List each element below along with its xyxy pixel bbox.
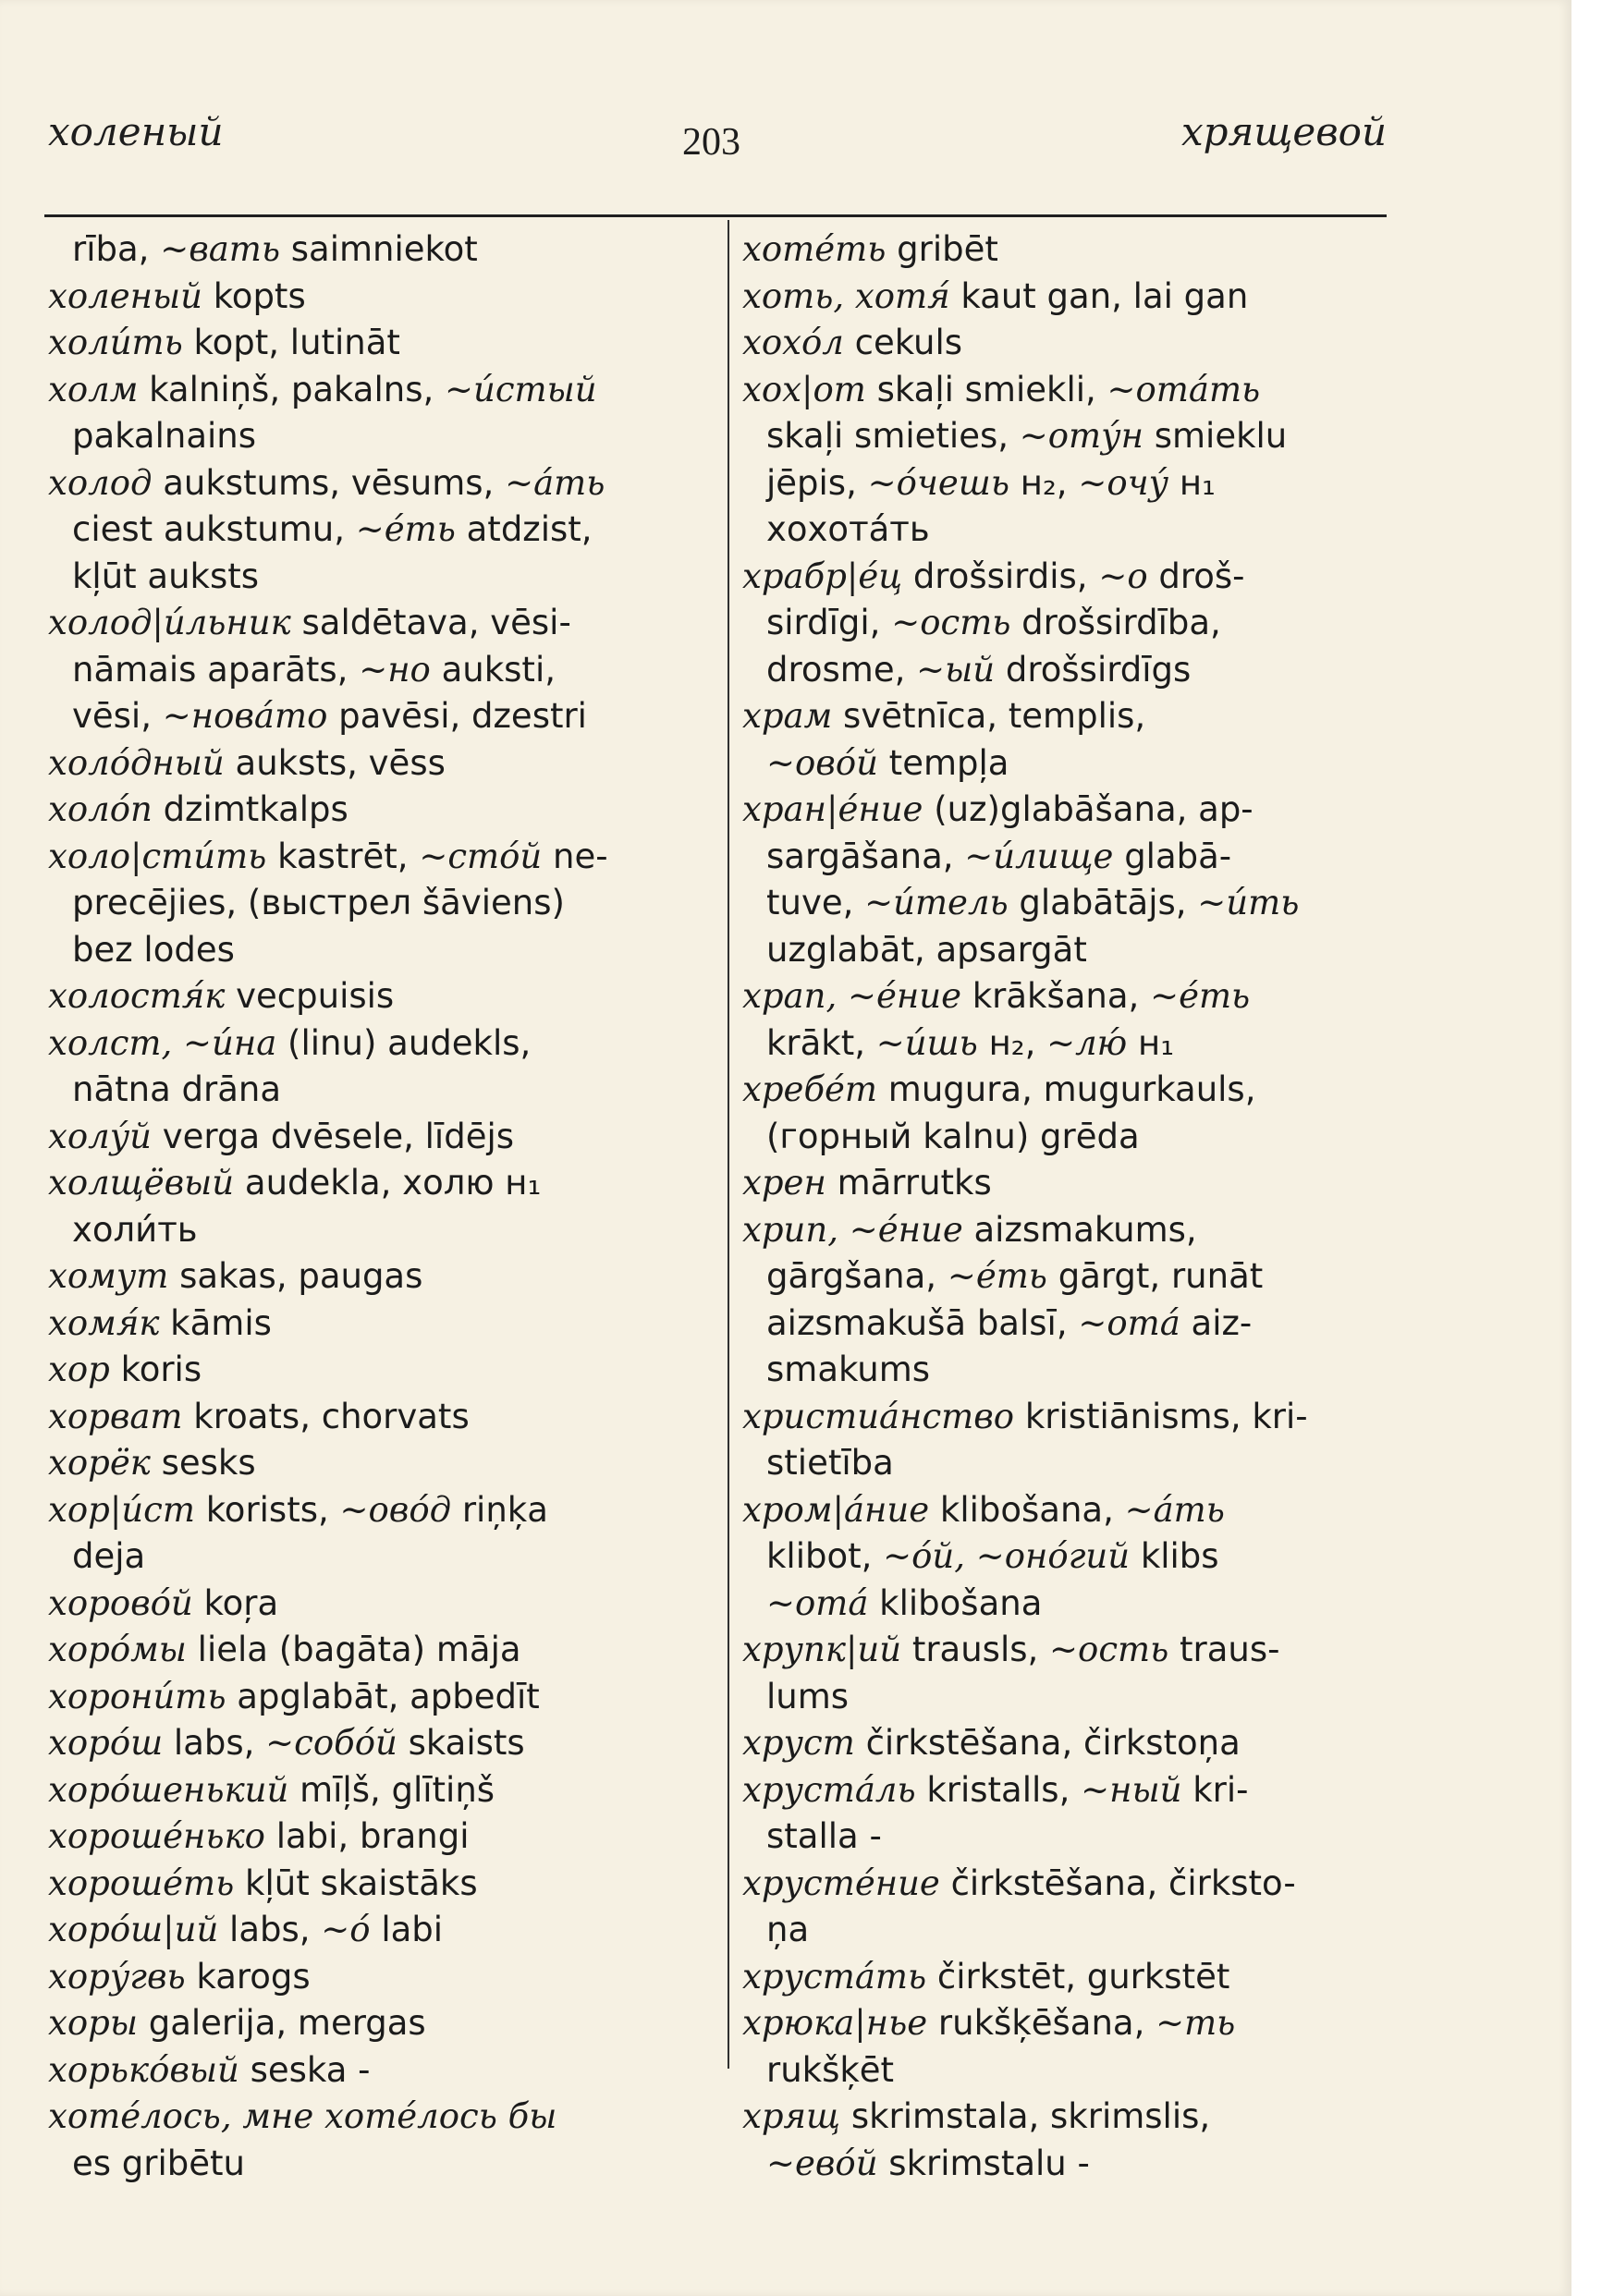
entry-line bbox=[48, 1581, 714, 1628]
entry-line bbox=[742, 460, 1408, 507]
headword-text: холу́й bbox=[48, 1116, 152, 1156]
translation-text: (uz)glabāšana, ap- bbox=[923, 789, 1253, 829]
headword-text: хром|а́ние bbox=[742, 1489, 930, 1530]
translation-text: kopts bbox=[202, 275, 306, 316]
entry-line bbox=[48, 1347, 714, 1394]
headword-text: ~ота́ bbox=[766, 1582, 869, 1623]
translation-text: tuve, bbox=[766, 883, 865, 922]
translation-text: ņa bbox=[766, 1910, 810, 1949]
entry-line bbox=[48, 1253, 714, 1301]
translation-text: koris bbox=[109, 1350, 202, 1389]
translation-text: saimniekot bbox=[280, 229, 478, 269]
translation-text: precējies, (выстрел šāviens) bbox=[72, 883, 565, 922]
entry-line bbox=[742, 647, 1408, 694]
entry-line bbox=[742, 1954, 1408, 2001]
translation-text: atdzist, bbox=[455, 509, 593, 549]
translation-text: smakums bbox=[766, 1350, 931, 1389]
entry-line bbox=[48, 274, 714, 321]
entry-line bbox=[742, 740, 1408, 788]
entry-line bbox=[742, 1533, 1408, 1581]
translation-text: н₁ bbox=[1168, 462, 1216, 503]
headword-text: ~ость bbox=[1049, 1630, 1169, 1669]
entry-line bbox=[742, 1440, 1408, 1487]
headword-text: ~собо́й bbox=[265, 1723, 397, 1763]
translation-text: klibošana bbox=[868, 1582, 1043, 1623]
headword-text: хох|от bbox=[742, 369, 866, 409]
entry-line bbox=[742, 1767, 1408, 1814]
entry-line bbox=[48, 554, 714, 601]
translation-text: karogs bbox=[185, 1956, 311, 1997]
translation-text: rukšķēt bbox=[766, 2049, 895, 2090]
entry-line bbox=[742, 693, 1408, 740]
headword-text: ~ый bbox=[916, 649, 996, 690]
header-right-guideword: хрящевой bbox=[1180, 109, 1387, 154]
headword-text: хрен bbox=[742, 1163, 826, 1203]
translation-text: stalla - bbox=[766, 1816, 882, 1856]
translation-text: riņķa bbox=[451, 1489, 548, 1530]
page-header bbox=[0, 0, 1571, 185]
entry-line bbox=[48, 1954, 714, 2001]
translation-text: aizsmakušā balsī, bbox=[766, 1302, 1079, 1343]
headword-text: хорёк bbox=[48, 1443, 151, 1483]
translation-text: vēsi, bbox=[72, 696, 163, 736]
headword-text: холщёвый bbox=[48, 1163, 235, 1203]
headword-text: ~ово́д bbox=[339, 1489, 452, 1530]
entry-line bbox=[742, 367, 1408, 414]
translation-text: krākt, bbox=[766, 1022, 876, 1063]
translation-text: gārgt, runāt bbox=[1046, 1256, 1264, 1296]
entry-line bbox=[742, 413, 1408, 460]
translation-text: apglabāt, apbedīt bbox=[226, 1676, 540, 1716]
translation-text: labs, bbox=[218, 1910, 322, 1949]
translation-text: verga dvēsele, līdējs bbox=[152, 1116, 515, 1156]
entry-line bbox=[742, 1207, 1408, 1254]
translation-text: klibot, bbox=[766, 1536, 884, 1576]
headword-text: ~и́на bbox=[183, 1022, 277, 1063]
translation-text: bez lodes bbox=[72, 929, 235, 970]
headword-text: хохо́л bbox=[742, 323, 844, 362]
translation-text: tempļa bbox=[877, 742, 1009, 783]
translation-text: saldētava, vēsi- bbox=[290, 603, 571, 642]
entry-line bbox=[742, 880, 1408, 927]
translation-text: drošsirdīgs bbox=[995, 649, 1192, 690]
translation-text: es gribētu bbox=[72, 2143, 245, 2183]
translation-text: skaists bbox=[397, 1723, 525, 1763]
entry-line bbox=[742, 1160, 1408, 1207]
entry-line bbox=[742, 1720, 1408, 1767]
entry-line bbox=[742, 2141, 1408, 2188]
translation-text: sakas, paugas bbox=[168, 1256, 423, 1296]
entry-line bbox=[742, 274, 1408, 321]
header-rule bbox=[44, 214, 1387, 217]
headword-text: ~о bbox=[1098, 556, 1148, 596]
headword-text: хрусте́ние bbox=[742, 1862, 940, 1903]
right-column bbox=[742, 226, 1408, 2187]
entry-line bbox=[48, 1720, 714, 1767]
translation-text: drošsirdis, bbox=[902, 556, 1099, 596]
translation-text: mugura, mugurkauls, bbox=[877, 1069, 1256, 1109]
headword-text: холод bbox=[48, 462, 153, 503]
entry-line bbox=[742, 1814, 1408, 1861]
headword-text: ~лю́ bbox=[1046, 1022, 1128, 1063]
translation-text: gārgšana, bbox=[766, 1256, 948, 1296]
entry-line bbox=[48, 1627, 714, 1674]
headword-text: холо|сти́ть bbox=[48, 836, 267, 876]
headword-text: холи́ть bbox=[48, 323, 183, 362]
entry-line bbox=[742, 1253, 1408, 1301]
translation-text: krākšana, bbox=[960, 976, 1151, 1016]
translation-text: н₂, bbox=[1009, 462, 1079, 503]
entry-line bbox=[48, 2094, 714, 2141]
headword-text: холо́п bbox=[48, 789, 153, 829]
headword-text: хрящ bbox=[742, 2096, 841, 2136]
entry-line bbox=[48, 2000, 714, 2047]
translation-text: хохота́ть bbox=[766, 509, 930, 549]
entry-line bbox=[48, 1487, 714, 1534]
entry-line bbox=[742, 1347, 1408, 1394]
header-left-guideword: холеный bbox=[48, 109, 224, 154]
translation-text: kri- bbox=[1181, 1769, 1249, 1810]
entry-line bbox=[48, 1207, 714, 1254]
headword-text: христиа́нство bbox=[742, 1396, 1015, 1436]
translation-text: drošsirdība, bbox=[1010, 603, 1221, 642]
headword-text: хору́гвь bbox=[48, 1956, 186, 1997]
translation-text: auksts, vēss bbox=[224, 742, 446, 783]
translation-text: kļūt skaistāks bbox=[234, 1862, 478, 1903]
headword-text: ~ево́й bbox=[766, 2143, 878, 2183]
entry-line bbox=[742, 1581, 1408, 1628]
translation-text: deja bbox=[72, 1536, 146, 1576]
translation-text: glabā- bbox=[1113, 836, 1232, 876]
translation-text: lums bbox=[766, 1676, 850, 1716]
page-number: 203 bbox=[682, 121, 740, 164]
headword-text: ~ный bbox=[1081, 1769, 1182, 1810]
headword-text: ~ть bbox=[1156, 2003, 1236, 2043]
entry-line bbox=[742, 1394, 1408, 1441]
translation-text: pakalnains bbox=[72, 416, 257, 456]
headword-text: хоро́ш bbox=[48, 1723, 164, 1763]
headword-text: хороше́нько bbox=[48, 1816, 265, 1856]
translation-text: droš- bbox=[1147, 556, 1245, 596]
translation-text: ciest aukstumu, bbox=[72, 509, 356, 549]
headword-text: ~и́шь bbox=[875, 1022, 978, 1063]
translation-text: trausls, bbox=[901, 1630, 1050, 1669]
entry-line bbox=[48, 787, 714, 834]
entry-line bbox=[48, 834, 714, 881]
headword-text: ~нова́то bbox=[162, 696, 328, 736]
headword-text: хруста́ть bbox=[742, 1956, 927, 1997]
entry-line bbox=[48, 740, 714, 788]
translation-text: nāmais aparāts, bbox=[72, 649, 360, 690]
headword-text: хоро́шенький bbox=[48, 1769, 289, 1810]
entry-line bbox=[742, 1861, 1408, 1908]
entry-line bbox=[742, 1627, 1408, 1674]
entry-line bbox=[742, 1020, 1408, 1068]
headword-text: ~оту́н bbox=[1019, 416, 1143, 456]
translation-text: kāmis bbox=[159, 1302, 272, 1343]
translation-text: čirkstēt, gurkstēt bbox=[926, 1956, 1230, 1997]
entry-line bbox=[48, 1767, 714, 1814]
entry-line bbox=[48, 1160, 714, 1207]
translation-text: skrimstalu - bbox=[877, 2143, 1090, 2183]
translation-text: labi, brangi bbox=[264, 1816, 470, 1856]
headword-text: ~и́ть bbox=[1197, 883, 1300, 922]
translation-text: mīļš, glītiņš bbox=[288, 1769, 495, 1810]
entry-line bbox=[48, 647, 714, 694]
entry-line bbox=[48, 1114, 714, 1161]
headword-text: холод|и́льник bbox=[48, 603, 291, 642]
entry-line bbox=[48, 413, 714, 460]
entry-line bbox=[48, 1674, 714, 1721]
entry-line bbox=[742, 507, 1408, 554]
entry-line bbox=[48, 927, 714, 974]
headword-text: ~но bbox=[359, 649, 431, 690]
translation-text: kastrēt, bbox=[266, 836, 420, 876]
headword-text: хомя́к bbox=[48, 1302, 160, 1343]
translation-text: čirkstēšana, čirksto- bbox=[939, 1862, 1296, 1903]
headword-text: хороше́ть bbox=[48, 1862, 235, 1903]
entry-line bbox=[742, 1487, 1408, 1534]
headword-text: хрюка|нье bbox=[742, 2003, 928, 2043]
translation-text: kristalls, bbox=[915, 1769, 1082, 1810]
headword-text: ~ость bbox=[891, 603, 1011, 642]
headword-text: ~е́ние bbox=[847, 976, 961, 1016]
entry-line bbox=[742, 2047, 1408, 2094]
headword-text: ~е́ние bbox=[849, 1209, 963, 1250]
headword-text: хруст bbox=[742, 1723, 855, 1763]
translation-text: sesks bbox=[150, 1443, 256, 1483]
headword-text: холо́дный bbox=[48, 742, 225, 783]
entry-line bbox=[48, 1907, 714, 1954]
translation-text: ne- bbox=[542, 836, 608, 876]
headword-text: ~ота́ bbox=[1078, 1302, 1180, 1343]
headword-text: хруста́ль bbox=[742, 1769, 916, 1810]
entry-line bbox=[742, 787, 1408, 834]
entry-line bbox=[48, 693, 714, 740]
headword-text: хоте́лось, мне хоте́лось бы bbox=[48, 2096, 557, 2136]
entry-line bbox=[742, 1067, 1408, 1114]
translation-text: aukstums, vēsums, bbox=[152, 462, 506, 503]
entry-line bbox=[48, 460, 714, 507]
translation-text: audekla, холю н₁ bbox=[234, 1163, 542, 1203]
translation-text: kaut gan, lai gan bbox=[949, 275, 1249, 316]
headword-text: ~е́ть bbox=[355, 509, 456, 549]
headword-text: ~ово́й bbox=[766, 742, 878, 783]
headword-text: ~вать bbox=[160, 229, 281, 269]
entry-line bbox=[48, 1394, 714, 1441]
headword-text: ~ота́ть bbox=[1107, 369, 1261, 409]
headword-text: хоть, хотя́ bbox=[742, 275, 950, 316]
entry-line bbox=[48, 1020, 714, 1068]
translation-text: kroats, chorvats bbox=[182, 1396, 470, 1436]
translation-text: kalniņš, pakalns, bbox=[138, 369, 445, 409]
headword-text: ~о́й, ~оно́гий bbox=[883, 1536, 1131, 1576]
translation-text: traus- bbox=[1168, 1630, 1280, 1669]
translation-text: rība, bbox=[72, 229, 161, 269]
headword-text: холостя́к bbox=[48, 976, 226, 1016]
translation-text: kļūt auksts bbox=[72, 556, 260, 596]
entry-line bbox=[742, 226, 1408, 274]
entry-line bbox=[742, 1907, 1408, 1954]
translation-text: smieklu bbox=[1143, 416, 1288, 456]
headword-text: ~е́ть bbox=[947, 1256, 1047, 1296]
headword-text: хоте́ть bbox=[742, 229, 887, 269]
headword-text: ~о́чешь bbox=[867, 462, 1009, 503]
entry-line bbox=[48, 367, 714, 414]
translation-text: sirdīgi, bbox=[766, 603, 892, 642]
entry-line bbox=[742, 1674, 1408, 1721]
translation-text: gribēt bbox=[886, 229, 998, 269]
translation-text: čirkstēšana, čirkstoņa bbox=[854, 1723, 1241, 1763]
entry-line bbox=[48, 2047, 714, 2094]
headword-text: хребе́т bbox=[742, 1069, 878, 1109]
headword-text: хорват bbox=[48, 1396, 183, 1436]
headword-text: хоро́ш|ий bbox=[48, 1910, 219, 1949]
translation-text: (горный kalnu) grēda bbox=[766, 1116, 1140, 1156]
entry-line bbox=[48, 1814, 714, 1861]
headword-text: холеный bbox=[48, 275, 202, 316]
translation-text: (linu) audekls, bbox=[276, 1022, 532, 1063]
entry-line bbox=[742, 2000, 1408, 2047]
translation-text: sargāšana, bbox=[766, 836, 965, 876]
headword-text: хомут bbox=[48, 1256, 169, 1296]
headword-text: хорони́ть bbox=[48, 1676, 226, 1716]
translation-text: drosme, bbox=[766, 649, 917, 690]
translation-text: skrimstala, skrimslis, bbox=[840, 2096, 1211, 2136]
headword-text: ~сто́й bbox=[419, 836, 543, 876]
headword-text: ~и́стый bbox=[445, 369, 597, 409]
entry-line bbox=[48, 1533, 714, 1581]
headword-text: ~а́ть bbox=[1124, 1489, 1225, 1530]
headword-text: храбр|е́ц bbox=[742, 556, 903, 596]
translation-text: liela (bagāta) māja bbox=[186, 1630, 521, 1669]
entry-line bbox=[48, 1861, 714, 1908]
entry-line bbox=[48, 880, 714, 927]
headword-text: хран|е́ние bbox=[742, 789, 923, 829]
translation-text: н₁ bbox=[1127, 1022, 1175, 1063]
headword-text: ~и́тель bbox=[864, 883, 1009, 922]
translation-text: vecpuisis bbox=[225, 976, 395, 1016]
entry-line bbox=[48, 1301, 714, 1348]
translation-text: auksti, bbox=[430, 649, 556, 690]
headword-text: хорово́й bbox=[48, 1582, 193, 1623]
translation-text: skaļi smieties, bbox=[766, 416, 1020, 456]
translation-text: glabātājs, bbox=[1008, 883, 1198, 922]
headword-text: холм bbox=[48, 369, 139, 409]
entry-line bbox=[48, 2141, 714, 2188]
translation-text: seska - bbox=[238, 2049, 371, 2090]
headword-text: хрупк|ий bbox=[742, 1630, 902, 1669]
translation-text: jēpis, bbox=[766, 462, 868, 503]
headword-text: хорько́вый bbox=[48, 2049, 239, 2090]
headword-text: ~и́лище bbox=[964, 836, 1114, 876]
entry-line bbox=[48, 507, 714, 554]
translation-text: klibošana, bbox=[929, 1489, 1125, 1530]
translation-text: stietība bbox=[766, 1443, 894, 1483]
headword-text: хор bbox=[48, 1350, 110, 1389]
translation-text: uzglabāt, apsargāt bbox=[766, 929, 1087, 970]
headword-text: ~о́ bbox=[321, 1910, 371, 1949]
entry-line bbox=[48, 320, 714, 367]
entry-line bbox=[742, 2094, 1408, 2141]
translation-text: kristiānisms, kri- bbox=[1014, 1396, 1308, 1436]
translation-text: pavēsi, dzestri bbox=[327, 696, 587, 736]
translation-text: galerija, mergas bbox=[137, 2003, 426, 2043]
headword-text: храм bbox=[742, 696, 833, 736]
column-divider bbox=[728, 220, 729, 2069]
headword-text: ~а́ть bbox=[505, 462, 605, 503]
entry-line bbox=[742, 554, 1408, 601]
headword-text: ~очу́ bbox=[1078, 462, 1169, 503]
entry-line bbox=[742, 834, 1408, 881]
translation-text: aiz- bbox=[1180, 1302, 1253, 1343]
headword-text: хоры bbox=[48, 2003, 138, 2043]
entry-line bbox=[742, 320, 1408, 367]
translation-text: kopt, lutināt bbox=[182, 323, 400, 362]
entry-line bbox=[48, 1067, 714, 1114]
headword-text: хор|и́ст bbox=[48, 1489, 195, 1530]
translation-text: aizsmakums, bbox=[962, 1209, 1197, 1250]
translation-text: rukšķēšana, bbox=[927, 2003, 1156, 2043]
translation-text: dzimtkalps bbox=[152, 789, 349, 829]
headword-text: хрип, bbox=[742, 1209, 850, 1250]
translation-text: cekuls bbox=[843, 323, 963, 362]
translation-text: koŗa bbox=[192, 1582, 279, 1623]
headword-text: ~е́ть bbox=[1150, 976, 1251, 1016]
left-column bbox=[48, 226, 714, 2187]
entry-line bbox=[48, 226, 714, 274]
entry-line bbox=[48, 973, 714, 1020]
translation-text: mārrutks bbox=[825, 1163, 992, 1203]
entry-line bbox=[742, 927, 1408, 974]
translation-text: svētnīca, templis, bbox=[832, 696, 1146, 736]
entry-line bbox=[742, 973, 1408, 1020]
translation-text: холи́ть bbox=[72, 1209, 198, 1250]
translation-text: labs, bbox=[163, 1723, 266, 1763]
headword-text: холст, bbox=[48, 1022, 184, 1063]
entry-line bbox=[48, 1440, 714, 1487]
translation-text: klibs bbox=[1130, 1536, 1219, 1576]
translation-text: skaļi smiekli, bbox=[865, 369, 1107, 409]
translation-text: nātna drāna bbox=[72, 1069, 282, 1109]
translation-text: korists, bbox=[194, 1489, 340, 1530]
entry-line bbox=[48, 600, 714, 647]
translation-text: н₂, bbox=[977, 1022, 1047, 1063]
translation-text: labi bbox=[370, 1910, 444, 1949]
entry-line bbox=[742, 1301, 1408, 1348]
headword-text: храп, bbox=[742, 976, 848, 1016]
entry-line bbox=[742, 1114, 1408, 1161]
entry-line bbox=[742, 600, 1408, 647]
headword-text: хоро́мы bbox=[48, 1630, 187, 1669]
